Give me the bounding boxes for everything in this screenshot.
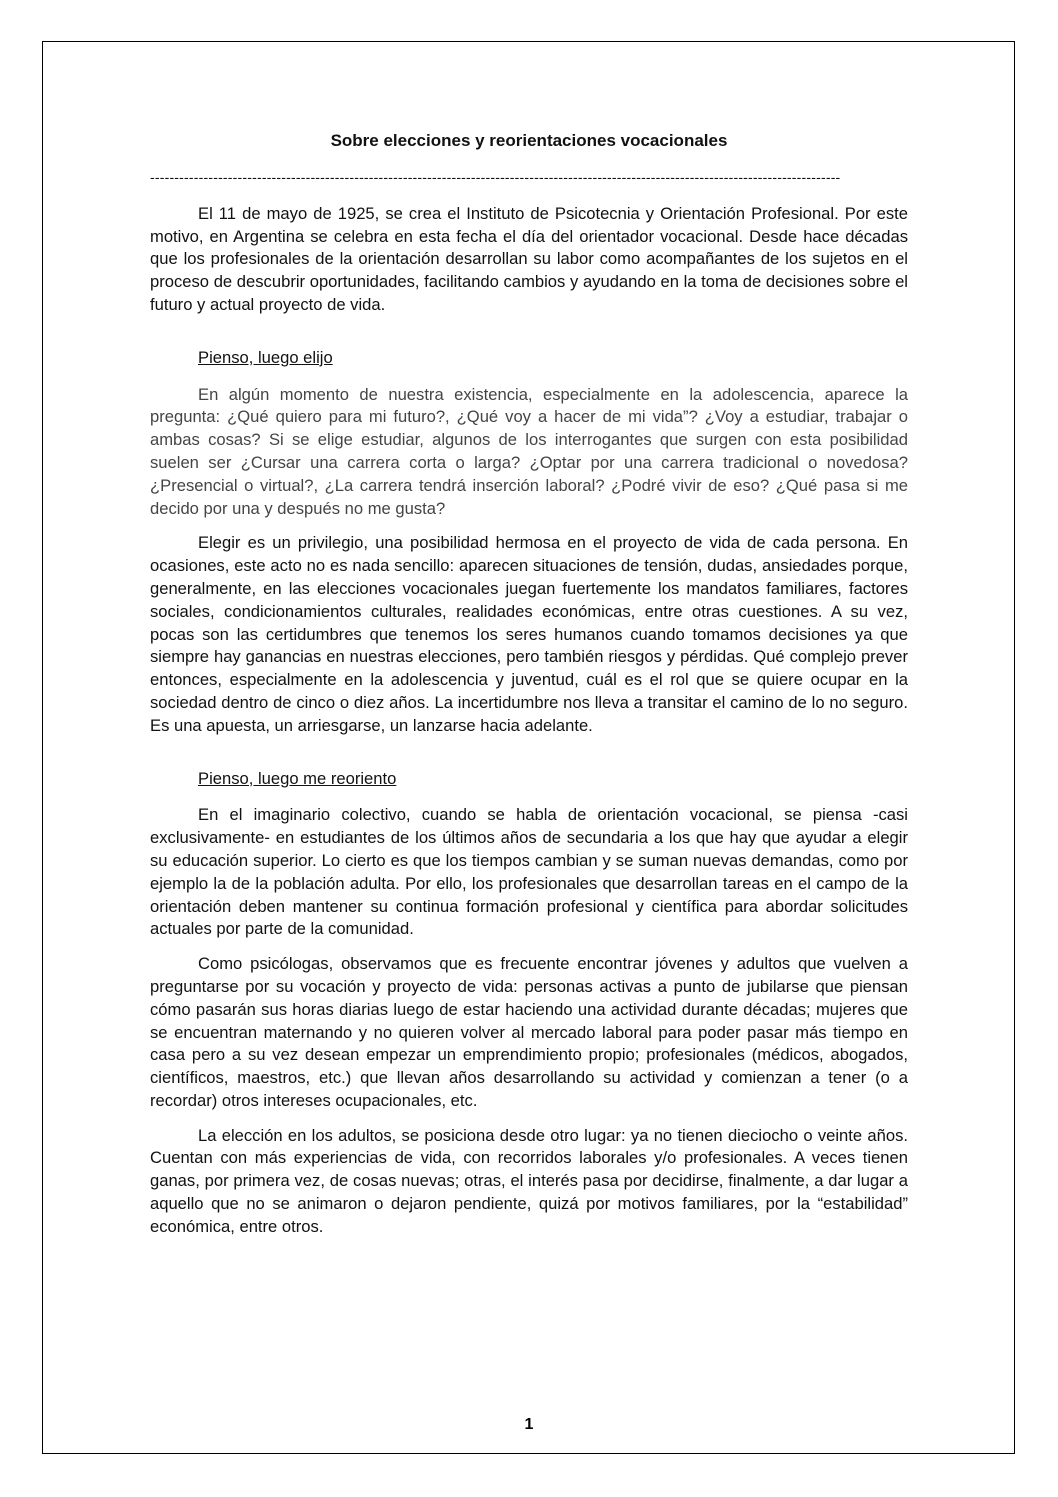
document-title: Sobre elecciones y reorientaciones vocacionales [330, 131, 728, 150]
section-heading-reoriento: Pienso, luego me reoriento [198, 768, 397, 788]
paragraph: Como psicólogas, observamos que es frecuente encontrar jóvenes y adultos que vuelven a preguntarse por su vocación y proyecto de vida: personas activas a punto de jubilarse que piensan cómo pasarán sus horas diarias luego de estar haciendo una actividad durante décadas; mujeres que se encuentran maternando y no quieren volver al mercado laboral para poder pasar más tiempo en casa pero a su vez desean empezar un emprendimiento propio; profesionales (médicos, abogados, científicos, maestros, etc.) que llevan años desarrollando su actividad y comienzan a tener (o a recordar) otros intereses ocupacionales, etc. [150, 954, 908, 1110]
document-body [150, 130, 908, 1251]
page-number: 1 [524, 1416, 534, 1433]
intro-paragraph: El 11 de mayo de 1925, se crea el Instituto de Psicotecnia y Orientación Profesional. Por este motivo, en Argentina se celebra en esta fecha el día del orientador vocacional. Desde hace décadas que los profesionales de la orientación desarrollan su labor como acompañantes de los sujetos en el proceso de descubrir oportunidades, facilitando cambios y ayudando en la toma de decisiones sobre el futuro y actual proyecto de vida. [150, 203, 908, 314]
paragraph: En el imaginario colectivo, cuando se habla de orientación vocacional, se piensa -casi exclusivamente- en estudiantes de los últimos años de secundaria a los que hay que ayudar a elegir su educación superior. Lo cierto es que los tiempos cambian y se suman nuevas demandas, como por ejemplo la de la población adulta. Por ello, los profesionales que desarrollan tareas en el campo de la orientación deben mantener su continua formación profesional y científica para abordar solicitudes actuales por parte de la comunidad. [150, 805, 908, 939]
separator-rule: ---------------------------------------------------------------------------------------------------------------------------------------------- [150, 168, 841, 185]
section-heading-elijo: Pienso, luego elijo [198, 347, 333, 367]
paragraph: En algún momento de nuestra existencia, especialmente en la adolescencia, aparece la pregunta: ¿Qué quiero para mi futuro?, ¿Qué voy a hacer de mi vida”? ¿Voy a estudiar, trabajar o ambas cosas? Si se elige estudiar, algunos de los interrogantes que surgen con esta posibilidad suelen ser ¿Cursar una carrera corta o larga? ¿Optar por una carrera tradicional o novedosa? ¿Presencial o virtual?, ¿La carrera tendrá inserción laboral? ¿Podré vivir de eso? ¿Qué pasa si me decido por una y después no me gusta? [150, 384, 908, 518]
paragraph: La elección en los adultos, se posiciona desde otro lugar: ya no tienen dieciocho o veinte años. Cuentan con más experiencias de vida, con recorridos laborales y/o profesionales. A veces tienen ganas, por primera vez, de cosas nuevas; otras, el interés pasa por decidirse, finalmente, a dar lugar a aquello que no se animaron o dejaron pendiente, quizá por motivos familiares, por la “estabilidad” económica, entre otros. [150, 1125, 908, 1236]
paragraph: Elegir es un privilegio, una posibilidad hermosa en el proyecto de vida de cada persona. En ocasiones, este acto no es nada sencillo: aparecen situaciones de tensión, dudas, ansiedades porque, generalmente, en las elecciones vocacionales juegan fuertemente los mandatos familiares, factores sociales, condicionamientos culturales, realidades económicas, entre otras cuestiones. A su vez, pocas son las certidumbres que tenemos los seres humanos cuando tomamos decisiones ya que siempre hay ganancias en nuestras elecciones, pero también riesgos y pérdidas. Qué complejo prever entonces, especialmente en la adolescencia y juventud, cuál es el rol que se quiere ocupar en la sociedad dentro de cinco o diez años. La incertidumbre nos lleva a transitar el camino de lo no seguro. Es una apuesta, un arriesgarse, un lanzarse hacia adelante. [150, 533, 908, 735]
